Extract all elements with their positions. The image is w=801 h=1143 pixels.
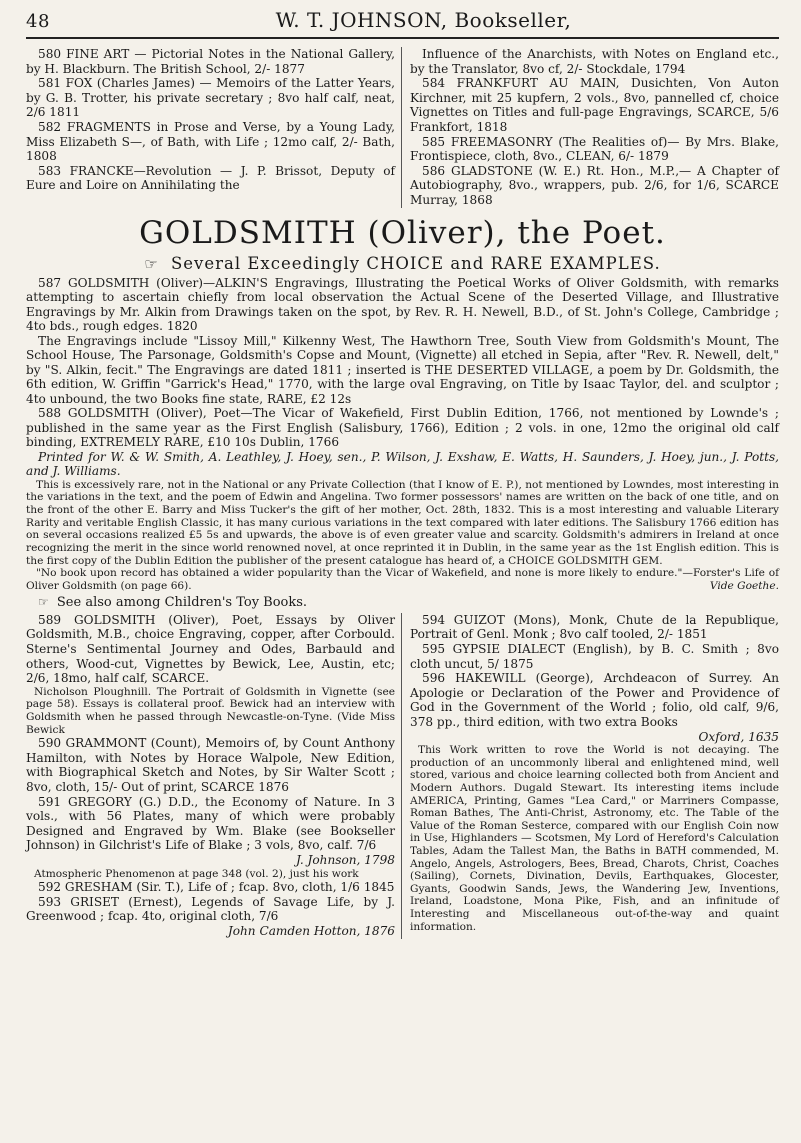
quote-text: "No book upon record has obtained a wider popularity than the Vicar of Wakefield, and none is more likely to endure."—Forster's Life of Oliver Goldsmith (on page 66).: [26, 567, 779, 593]
lower-columns: [26, 613, 779, 939]
entry-591-note: Atmospheric Phenomenon at page 348 (vol. 2), just his work: [34, 867, 359, 880]
entry-593-publisher: John Camden Hotton, 1876: [227, 923, 395, 938]
section-subtitle-text: Several Exceedingly CHOICE and RARE EXAMPLES.: [170, 253, 661, 273]
page-number: 48: [26, 11, 50, 32]
entry-581: 581 FOX (Charles James) — Memoirs of the Latter Years, by G. B. Trotter, his private secretary ; 8vo half calf, neat, 2/6 1811: [26, 76, 395, 120]
entry-588: 588 GOLDSMITH (Oliver), Poet—The Vicar of Wakefield, First Dublin Edition, 1766, not mentioned by Lownde's ; published in the same year as the First English (Salisbury, 1766), Edition ; 2 vols. in one, 12mo the original old calf binding, EXTREMELY RARE, £10 10s Dublin, 1766: [26, 406, 779, 450]
entry-582: 582 FRAGMENTS in Prose and Verse, by a Young Lady, Miss Elizabeth S—, of Bath, with Life ; 12mo calf, 2/- Bath, 1808: [26, 119, 395, 164]
entry-584: 584 FRANKFURT AU MAIN, Dusichten, Von Auton Kirchner, mit 25 kupfern, 2 vols., 8vo, pannelled cf, choice Vignettes on Titles and full-page Engravings, SCARCE, 5/6 Frankfort, 1818: [410, 76, 779, 134]
pointing-hand-icon: ☞: [38, 594, 49, 609]
entry-588-note: This is excessively rare, not in the National or any Private Collection (that I know of E. P.), not mentioned by Lowndes, most interesting in the variations in the text, and the poem of Edwin and Angelina. Two former possessors' names are written on the back of one title, and on the front of the other E. Barry and Miss Tucker's the gift of her mother, Oct. 28th, 1832. This is a most interesting and valuable Literary Rarity and veritable English Classic, it has many curious variations in the text compared with later editions. The Salisbury 1766 edition has on several occasions realized £5 5s and upwards, the above is of even greater value and scarcity. Goldsmith's admirers in Ireland at once recognizing the merit in the since world renowned novel, at once reprinted it in Dublin, in the same year as the 1st English edition. This is the first copy of the Dublin Edition the publisher of the present catalogue has heard of, a CHOICE GOLDSMITH GEM.: [26, 478, 779, 567]
quote-reference: Vide Goethe.: [709, 580, 779, 593]
entry-596-note: This Work written to rove the World is not decaying. The production of an uncommonly liberal and enlightened mind, well stored, various and choice learning collected both from Ancient and Modern Authors. Dugald Stewart. Its interesting items include AMERICA, Printing, Games "Lea Card," or Marriners Compasse, Roman Bathes, The Anti-Christ, Astronomy, etc. The Table of the Value of the Roman Sesterce, compared with our English Coin now in Use, Highlanders — Scotsmen, My Lord of Hereford's Calculation Tables, Adam the Tallest Man, the Baths in BATH commended, M. Angelo, Angels, Astrologers, Bees, Bread, Charots, Christ, Coaches (Sailing), Cornets, Divination, Devils, Earthquakes, Glocester, Gyants, Goodwin Sands, Jews, the Wandering Jew, Inventions, Ireland, Loadstone, Mona Pike, Fish, and an infinitude of Interesting and Miscellaneous out-of-the-way and quaint information.: [410, 744, 779, 933]
entry-589-note: Nicholson Ploughnill. The Portrait of Goldsmith in Vignette (see page 58). Essays is collateral proof. Bewick had an interview with Goldsmith when he passed through Newcastle-on-Tyne. (Vide Miss Bewick: [26, 685, 395, 736]
entry-594: 594 GUIZOT (Mons), Monk, Chute de la Republique, Portrait of Genl. Monk ; 8vo calf tooled, 2/- 1851: [410, 612, 779, 642]
entry-590: 590 GRAMMONT (Count), Memoirs of, by Count Anthony Hamilton, with Notes by Horace Walpole, New Edition, with Biographical Sketch and Notes, by Sir Walter Scott ; 8vo, cloth, 15/- Out of print, SCARCE 1876: [26, 736, 395, 794]
entry-588-printers: Printed for W. & W. Smith, A. Leathley, J. Hoey, sen., P. Wilson, J. Exshaw, E. Watts, H. Saunders, J. Hoey, jun., J. Potts, and J. Williams.: [26, 449, 779, 479]
entry-586: 586 GLADSTONE (W. E.) Rt. Hon., M.P.,— A Chapter of Autobiography, 8vo., wrappers, pub. 2/6, for 1/6, SCARCE Murray, 1868: [410, 163, 779, 207]
top-left-column: [26, 47, 402, 208]
entry-591-publisher: J. Johnson, 1798: [295, 852, 395, 867]
pointing-hand-icon: ☞: [144, 254, 159, 273]
running-title: W. T. JOHNSON, Bookseller,: [275, 8, 572, 32]
see-also-text: See also among Children's Toy Books.: [56, 594, 308, 610]
goldsmith-entries: [26, 276, 779, 593]
entry-580: 580 FINE ART — Pictorial Notes in the National Gallery, by H. Blackburn. The British School, 2/- 1877: [26, 47, 395, 76]
lower-right-column: [410, 613, 779, 939]
top-columns: [26, 47, 779, 208]
section-subtitle: [26, 254, 779, 273]
entry-592: 592 GRESHAM (Sir. T.), Life of ; fcap. 8vo, cloth, 1/6 1845: [38, 880, 395, 895]
lower-left-column: [26, 613, 402, 939]
entry-591: 591 GREGORY (G.) D.D., the Economy of Nature. In 3 vols., with 56 Plates, many of which were probably Designed and Engraved by Wm. Blake (see Bookseller Johnson) in Gilchrist's Life of Blake ; 3 vols, 8vo, calf. 7/6: [26, 794, 395, 853]
entry-589: 589 GOLDSMITH (Oliver), Poet, Essays by Oliver Goldsmith, M.B., choice Engraving, copper, after Corbould. Sterne's Sentimental Journey and Odes, Barbauld and others, Wood-cut, Vignettes by Bewick, Lee, Austin, etc; 2/6, 18mo, half calf, SCARCE.: [26, 612, 395, 686]
section-title: GOLDSMITH (Oliver), the Poet.: [139, 214, 666, 251]
top-right-column: [410, 47, 779, 208]
entry-596: 596 HAKEWILL (George), Archdeacon of Surrey. An Apologie or Declaration of the Power and Providence of God in the Government of the World ; folio, old calf, 9/6, 378 pp., third edition, with two extra Books: [410, 671, 779, 730]
entry-595: 595 GYPSIE DIALECT (English), by B. C. Smith ; 8vo cloth uncut, 5/ 1875: [410, 642, 779, 671]
see-also: [38, 595, 779, 610]
entry-583: 583 FRANCKE—Revolution — J. P. Brissot, Deputy of Eure and Loire on Annihilating the: [26, 163, 395, 193]
entry-587-notes: The Engravings include "Lissoy Mill," Kilkenny West, The Hawthorn Tree, South View from Goldsmith's Mount, The School House, The Parsonage, Goldsmith's Copse and Mount, (Vignette) all etched in Sepia, after "Rev. R. Newell, delt," by "S. Alkin, fecit." The Engravings are dated 1811 ; inserted is THE DESERTED VILLAGE, a poem by Dr. Goldsmith, the 6th edition, W. Griffin "Garrick's Head," 1770, with the large oval Engraving, on Title by Isaac Taylor, del. and sculptor ; 4to unbound, the two Books fine state, RARE, £2 12s: [26, 333, 779, 406]
page-header: [26, 8, 779, 39]
entry-593: 593 GRISET (Ernest), Legends of Savage Life, by J. Greenwood ; fcap. 4to, original cloth, 7/6: [26, 894, 395, 924]
forster-quote: [26, 567, 779, 592]
entry-583-continued: Influence of the Anarchists, with Notes on England etc., by the Translator, 8vo cf, 2/- Stockdale, 1794: [410, 47, 779, 76]
entry-587: 587 GOLDSMITH (Oliver)—ALKIN'S Engravings, Illustrating the Poetical Works of Oliver Goldsmith, with remarks attempting to ascertain chiefly from local observation the Actual Scene of the Deserted Village, and Illustrative Engravings by Mr. Alkin from Drawings taken on the spot, by Rev. R. H. Newell, B.D., of St. John's College, Cambridge ; 4to bds., rough edges. 1820: [26, 275, 779, 334]
entry-596-imprint: Oxford, 1635: [698, 729, 779, 744]
entry-585: 585 FREEMASONRY (The Realities of)— By Mrs. Blake, Frontispiece, cloth, 8vo., CLEAN, 6/- 1879: [410, 134, 779, 164]
